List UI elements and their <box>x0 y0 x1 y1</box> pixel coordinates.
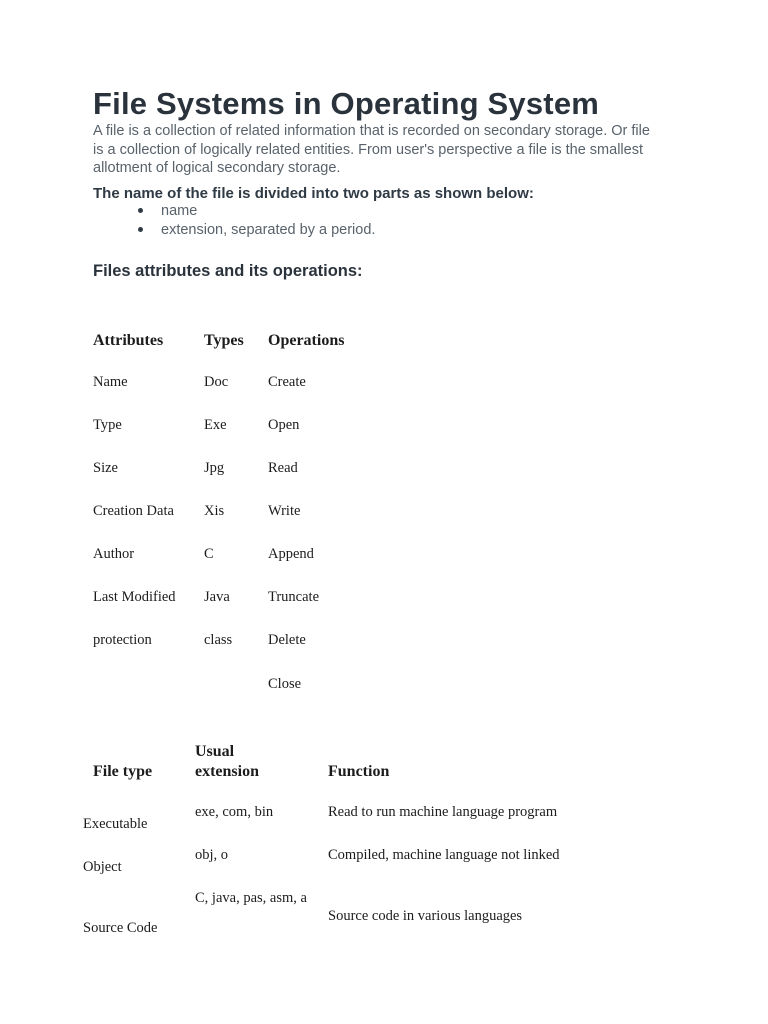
table-cell: C, java, pas, asm, a <box>195 890 307 906</box>
table-cell: class <box>204 632 233 648</box>
table-cell: Executable <box>83 816 148 832</box>
table-cell: Source code in various languages <box>328 908 523 924</box>
table-cell: Delete <box>268 632 306 648</box>
table-cell: C <box>204 546 214 562</box>
table-cell: Xis <box>204 503 225 519</box>
table-cell: Source Code <box>83 920 158 936</box>
table-cell: Doc <box>204 374 229 390</box>
table-cell: Type <box>93 417 122 433</box>
table-cell: Read to run machine language program <box>328 804 558 820</box>
table-header: Usual extension <box>195 743 259 780</box>
table-header: Operations <box>268 332 345 349</box>
table-header: Types <box>204 332 244 349</box>
table-cell: Object <box>83 859 122 875</box>
table-cell: Open <box>268 417 300 433</box>
table-cell: Java <box>204 589 230 605</box>
table-cell: Truncate <box>268 589 320 605</box>
table-cell: Exe <box>204 417 227 433</box>
page-title: File Systems in Operating System <box>93 86 600 121</box>
list-item: extension, separated by a period. <box>138 222 375 238</box>
table-header: Function <box>328 763 390 780</box>
table-cell: Close <box>268 676 302 692</box>
list-item: name <box>138 203 197 219</box>
table-cell: Create <box>268 374 306 390</box>
table-cell: Last Modified <box>93 589 176 605</box>
name-parts-heading: The name of the file is divided into two parts as shown below: <box>93 185 534 202</box>
table-cell: Compiled, machine language not linked <box>328 847 560 863</box>
table-cell: Write <box>268 503 301 519</box>
table-cell: Read <box>268 460 298 476</box>
table-cell: obj, o <box>195 847 229 863</box>
intro-paragraph: A file is a collection of related information that is recorded on secondary storage. Or file is a collection of logically related entities. From user's perspective a file is the smallest allotment of logical secondary storage. <box>93 123 650 177</box>
table-cell: Creation Data <box>93 503 174 519</box>
table-header: File type <box>93 763 153 780</box>
table-cell: Jpg <box>204 460 225 476</box>
table-cell: Size <box>93 460 118 476</box>
table-cell: protection <box>93 632 152 648</box>
table-cell: Author <box>93 546 135 562</box>
bullet-icon <box>138 227 143 232</box>
bullet-icon <box>138 208 143 213</box>
table-cell: Append <box>268 546 314 562</box>
attributes-heading: Files attributes and its operations: <box>93 262 363 280</box>
table-cell: exe, com, bin <box>195 804 274 820</box>
table-cell: Name <box>93 374 128 390</box>
table-header: Attributes <box>93 332 164 349</box>
